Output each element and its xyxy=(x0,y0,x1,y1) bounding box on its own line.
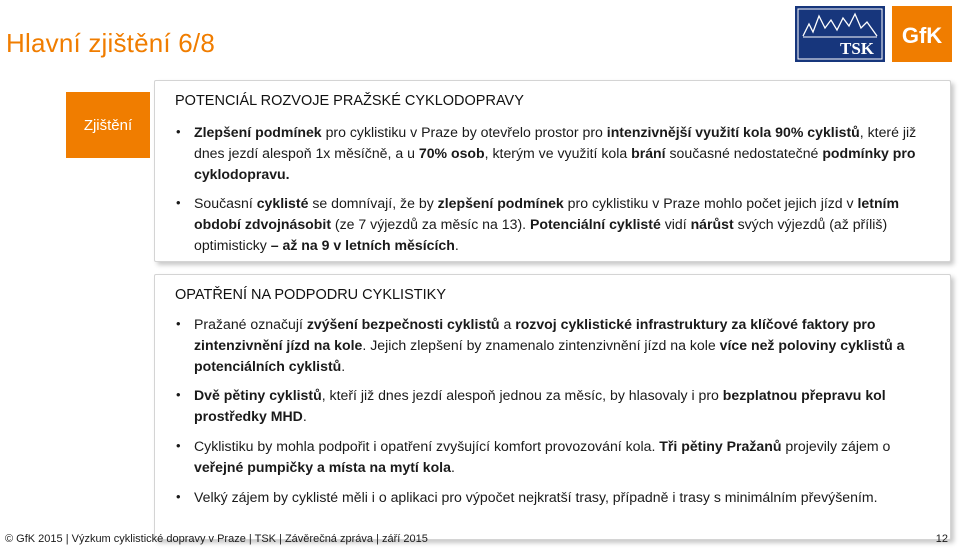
section-heading: POTENCIÁL ROZVOJE PRAŽSKÉ CYKLODOPRAVY xyxy=(175,93,524,109)
measures-section xyxy=(154,274,951,540)
section-heading: OPATŘENÍ NA PODPODRU CYKLISTIKY xyxy=(175,287,446,303)
bullet-list xyxy=(175,314,925,507)
gfk-logo xyxy=(892,6,952,62)
bullet-item: • Dvě pětiny cyklistů, kteří již dnes jezdí alespoň jednou za měsíc, by hlasovaly i pro bezplatnou přepravu kol prostředky MHD. xyxy=(175,385,925,427)
page-title: Hlavní zjištění 6/8 xyxy=(6,28,216,58)
tsk-logo-text: TSK xyxy=(839,39,875,58)
bullet-item: • Zlepšení podmínek pro cyklistiku v Praze by otevřelo prostor pro intenzivnější využití kola 90% cyklistů, které již dnes jezdí alespoň 1x měsíčně, a u 70% osob, kterým ve využití kola brání současné nedostatečné podmínky pro cyklodopravu. xyxy=(175,122,920,184)
bullet-item: • Pražané označují zvýšení bezpečnosti cyklistů a rozvoj cyklistické infrastruktury za klíčové faktory pro zintenzivnění jízd na kole. Jejich zlepšení by znamenalo zintenzivnění jízd na kole více než poloviny cyklistů a potenciálních cyklistů. xyxy=(175,314,925,376)
footer-text: © GfK 2015 | Výzkum cyklistické dopravy v Praze | TSK | Závěrečná zpráva | září 2015 xyxy=(5,533,428,545)
tsk-logo xyxy=(795,6,885,62)
bullet-list xyxy=(175,122,920,256)
findings-tag: Zjištění xyxy=(66,92,150,158)
gfk-logo-text: GfK xyxy=(901,23,943,48)
bullet-item: • Velký zájem by cyklisté měli i o aplikaci pro výpočet nejkratší trasy, případně i trasy s minimálním převýšením. xyxy=(175,487,925,508)
page-number: 12 xyxy=(935,533,948,545)
bullet-item: • Současní cyklisté se domnívají, že by zlepšení podmínek pro cyklistiku v Praze mohlo počet jejich jízd v letním období zdvojnásobit (ze 7 výjezdů za měsíc na 13). Potenciální cyklisté vidí nárůst svých výjezdů (až příliš) optimisticky – až na 9 v letních měsících. xyxy=(175,193,920,255)
potential-section xyxy=(154,80,951,262)
bullet-item: • Cyklistiku by mohla podpořit i opatření zvyšující komfort provozování kola. Tři pětiny Pražanů projevily zájem o veřejné pumpičky a místa na mytí kola. xyxy=(175,436,925,478)
